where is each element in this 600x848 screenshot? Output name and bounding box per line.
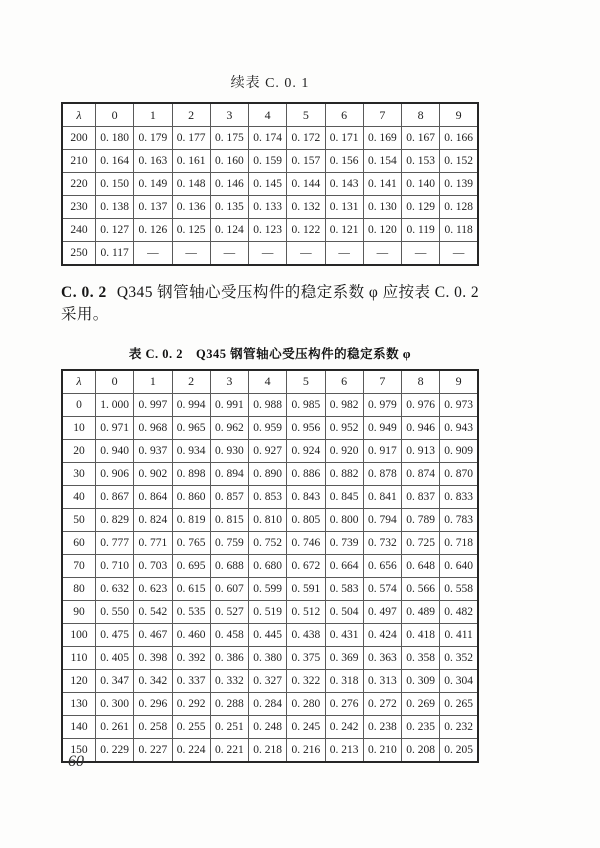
column-header-cell: 5 (287, 103, 325, 127)
value-cell: 0. 843 (287, 485, 325, 508)
value-cell: — (402, 242, 440, 266)
value-cell: 0. 968 (134, 416, 172, 439)
value-cell: 0. 177 (172, 127, 210, 150)
value-cell: 0. 380 (249, 646, 287, 669)
value-cell: 1. 000 (96, 393, 134, 416)
value-cell: 0. 800 (325, 508, 363, 531)
value-cell: 0. 640 (440, 554, 478, 577)
value-cell: 0. 725 (402, 531, 440, 554)
value-cell: 0. 337 (172, 669, 210, 692)
value-cell: 0. 648 (402, 554, 440, 577)
value-cell: 0. 857 (210, 485, 248, 508)
value-cell: 0. 118 (440, 219, 478, 242)
table-row (62, 646, 478, 669)
value-cell: 0. 583 (325, 577, 363, 600)
column-header-cell: 1 (134, 103, 172, 127)
value-cell: 0. 288 (210, 692, 248, 715)
value-cell: 0. 824 (134, 508, 172, 531)
value-cell: 0. 175 (210, 127, 248, 150)
value-cell: 0. 475 (96, 623, 134, 646)
table-header-row (62, 370, 478, 394)
value-cell: 0. 976 (402, 393, 440, 416)
value-cell: 0. 497 (363, 600, 401, 623)
row-header-cell: 90 (62, 600, 96, 623)
value-cell: 0. 664 (325, 554, 363, 577)
table-row (62, 531, 478, 554)
value-cell: 0. 332 (210, 669, 248, 692)
table-row (62, 416, 478, 439)
value-cell: 0. 438 (287, 623, 325, 646)
column-header-cell: 6 (325, 103, 363, 127)
value-cell: 0. 985 (287, 393, 325, 416)
value-cell: 0. 179 (134, 127, 172, 150)
value-cell: 0. 160 (210, 150, 248, 173)
page-content (61, 0, 479, 763)
row-header-cell: 230 (62, 196, 96, 219)
value-cell: 0. 965 (172, 416, 210, 439)
value-cell: 0. 322 (287, 669, 325, 692)
table-row (62, 242, 478, 266)
value-cell: 0. 238 (363, 715, 401, 738)
value-cell: 0. 123 (249, 219, 287, 242)
value-cell: 0. 235 (402, 715, 440, 738)
value-cell: 0. 131 (325, 196, 363, 219)
row-header-cell: 60 (62, 531, 96, 554)
column-header-cell: 4 (249, 370, 287, 394)
column-header-cell: 5 (287, 370, 325, 394)
value-cell: 0. 853 (249, 485, 287, 508)
value-cell: 0. 418 (402, 623, 440, 646)
value-cell: 0. 121 (325, 219, 363, 242)
value-cell: 0. 141 (363, 173, 401, 196)
row-header-cell: 150 (62, 738, 96, 762)
value-cell: 0. 805 (287, 508, 325, 531)
value-cell: 0. 218 (249, 738, 287, 762)
value-cell: 0. 405 (96, 646, 134, 669)
value-cell: 0. 937 (134, 439, 172, 462)
value-cell: 0. 777 (96, 531, 134, 554)
value-cell: 0. 591 (287, 577, 325, 600)
value-cell: 0. 358 (402, 646, 440, 669)
value-cell: — (210, 242, 248, 266)
value-cell: 0. 166 (440, 127, 478, 150)
value-cell: 0. 135 (210, 196, 248, 219)
value-cell: 0. 558 (440, 577, 478, 600)
value-cell: 0. 902 (134, 462, 172, 485)
value-cell: 0. 874 (402, 462, 440, 485)
value-cell: — (287, 242, 325, 266)
table-row (62, 692, 478, 715)
value-cell: 0. 535 (172, 600, 210, 623)
value-cell: 0. 833 (440, 485, 478, 508)
value-cell: 0. 710 (96, 554, 134, 577)
table-row (62, 554, 478, 577)
value-cell: 0. 153 (402, 150, 440, 173)
value-cell: 0. 994 (172, 393, 210, 416)
value-cell: 0. 819 (172, 508, 210, 531)
table-c02-caption: 表 C. 0. 2 Q345 钢管轴心受压构件的稳定系数 φ (128, 346, 412, 361)
value-cell: 0. 146 (210, 173, 248, 196)
value-cell: 0. 458 (210, 623, 248, 646)
value-cell: 0. 128 (440, 196, 478, 219)
lambda-header-cell: λ (62, 370, 96, 394)
value-cell: 0. 208 (402, 738, 440, 762)
value-cell: 0. 167 (402, 127, 440, 150)
value-cell: 0. 216 (287, 738, 325, 762)
value-cell: 0. 445 (249, 623, 287, 646)
value-cell: 0. 940 (96, 439, 134, 462)
value-cell: 0. 718 (440, 531, 478, 554)
value-cell: 0. 255 (172, 715, 210, 738)
table-row (62, 715, 478, 738)
row-header-cell: 240 (62, 219, 96, 242)
table-row (62, 150, 478, 173)
value-cell: 0. 125 (172, 219, 210, 242)
table-row (62, 577, 478, 600)
column-header-cell: 8 (402, 103, 440, 127)
column-header-cell: 8 (402, 370, 440, 394)
column-header-cell: 7 (363, 370, 401, 394)
value-cell: 0. 746 (287, 531, 325, 554)
row-header-cell: 200 (62, 127, 96, 150)
value-cell: 0. 943 (440, 416, 478, 439)
table-header-row (62, 103, 478, 127)
value-cell: 0. 284 (249, 692, 287, 715)
value-cell: 0. 265 (440, 692, 478, 715)
page-number: 60 (68, 753, 84, 770)
section-text: Q345 钢管轴心受压构件的稳定系数 φ 应按表 C. 0. 2 采用。 (61, 284, 480, 324)
value-cell: 0. 342 (134, 669, 172, 692)
value-cell: 0. 139 (440, 173, 478, 196)
row-header-cell: 120 (62, 669, 96, 692)
value-cell: 0. 789 (402, 508, 440, 531)
value-cell: 0. 979 (363, 393, 401, 416)
value-cell: 0. 318 (325, 669, 363, 692)
table-row (62, 393, 478, 416)
value-cell: 0. 997 (134, 393, 172, 416)
value-cell: 0. 574 (363, 577, 401, 600)
table-row (62, 196, 478, 219)
value-cell: 0. 867 (96, 485, 134, 508)
value-cell: 0. 815 (210, 508, 248, 531)
value-cell: 0. 242 (325, 715, 363, 738)
value-cell: 0. 392 (172, 646, 210, 669)
value-cell: 0. 261 (96, 715, 134, 738)
value-cell: 0. 860 (172, 485, 210, 508)
value-cell: 0. 841 (363, 485, 401, 508)
value-cell: 0. 752 (249, 531, 287, 554)
value-cell: 0. 882 (325, 462, 363, 485)
row-header-cell: 10 (62, 416, 96, 439)
value-cell: 0. 519 (249, 600, 287, 623)
value-cell: 0. 210 (363, 738, 401, 762)
value-cell: 0. 119 (402, 219, 440, 242)
value-cell: 0. 927 (249, 439, 287, 462)
value-cell: 0. 917 (363, 439, 401, 462)
value-cell: 0. 920 (325, 439, 363, 462)
value-cell: 0. 292 (172, 692, 210, 715)
table-row (62, 173, 478, 196)
value-cell: 0. 156 (325, 150, 363, 173)
row-header-cell: 210 (62, 150, 96, 173)
value-cell: 0. 566 (402, 577, 440, 600)
value-cell: 0. 906 (96, 462, 134, 485)
value-cell: 0. 623 (134, 577, 172, 600)
value-cell: — (134, 242, 172, 266)
column-header-cell: 0 (96, 370, 134, 394)
column-header-cell: 4 (249, 103, 287, 127)
value-cell: 0. 327 (249, 669, 287, 692)
column-header-cell: 1 (134, 370, 172, 394)
value-cell: 0. 930 (210, 439, 248, 462)
value-cell: 0. 375 (287, 646, 325, 669)
row-header-cell: 110 (62, 646, 96, 669)
row-header-cell: 40 (62, 485, 96, 508)
value-cell: 0. 124 (210, 219, 248, 242)
value-cell: 0. 174 (249, 127, 287, 150)
value-cell: 0. 205 (440, 738, 478, 762)
value-cell: 0. 732 (363, 531, 401, 554)
value-cell: 0. 347 (96, 669, 134, 692)
value-cell: 0. 145 (249, 173, 287, 196)
value-cell: 0. 431 (325, 623, 363, 646)
value-cell: 0. 845 (325, 485, 363, 508)
section-number: C. 0. 2 (61, 284, 107, 301)
value-cell: 0. 982 (325, 393, 363, 416)
column-header-cell: 2 (172, 370, 210, 394)
value-cell: 0. 794 (363, 508, 401, 531)
value-cell: 0. 363 (363, 646, 401, 669)
column-header-cell: 7 (363, 103, 401, 127)
value-cell: 0. 269 (402, 692, 440, 715)
value-cell: 0. 309 (402, 669, 440, 692)
column-header-cell: 9 (440, 103, 478, 127)
value-cell: 0. 771 (134, 531, 172, 554)
value-cell: 0. 962 (210, 416, 248, 439)
value-cell: 0. 424 (363, 623, 401, 646)
value-cell: 0. 137 (134, 196, 172, 219)
section-paragraph (61, 282, 479, 327)
value-cell: 0. 829 (96, 508, 134, 531)
value-cell: 0. 890 (249, 462, 287, 485)
value-cell: 0. 482 (440, 600, 478, 623)
value-cell: 0. 542 (134, 600, 172, 623)
row-header-cell: 80 (62, 577, 96, 600)
value-cell: 0. 157 (287, 150, 325, 173)
value-cell: 0. 171 (325, 127, 363, 150)
value-cell: 0. 159 (249, 150, 287, 173)
value-cell: 0. 971 (96, 416, 134, 439)
value-cell: 0. 132 (287, 196, 325, 219)
value-cell: 0. 913 (402, 439, 440, 462)
value-cell: 0. 599 (249, 577, 287, 600)
value-cell: 0. 258 (134, 715, 172, 738)
value-cell: 0. 149 (134, 173, 172, 196)
value-cell: — (249, 242, 287, 266)
table-row (62, 439, 478, 462)
value-cell: 0. 959 (249, 416, 287, 439)
value-cell: 0. 991 (210, 393, 248, 416)
value-cell: 0. 467 (134, 623, 172, 646)
value-cell: 0. 122 (287, 219, 325, 242)
value-cell: 0. 221 (210, 738, 248, 762)
row-header-cell: 100 (62, 623, 96, 646)
table-row (62, 485, 478, 508)
row-header-cell: 140 (62, 715, 96, 738)
value-cell: 0. 952 (325, 416, 363, 439)
value-cell: 0. 276 (325, 692, 363, 715)
value-cell: 0. 313 (363, 669, 401, 692)
value-cell: 0. 607 (210, 577, 248, 600)
column-header-cell: 0 (96, 103, 134, 127)
value-cell: 0. 352 (440, 646, 478, 669)
column-header-cell: 3 (210, 103, 248, 127)
value-cell: 0. 248 (249, 715, 287, 738)
value-cell: 0. 169 (363, 127, 401, 150)
value-cell: 0. 213 (325, 738, 363, 762)
value-cell: 0. 161 (172, 150, 210, 173)
value-cell: 0. 138 (96, 196, 134, 219)
table-row (62, 127, 478, 150)
value-cell: 0. 229 (96, 738, 134, 762)
value-cell: 0. 886 (287, 462, 325, 485)
value-cell: 0. 527 (210, 600, 248, 623)
continuation-table-title: 续表 C. 0. 1 (230, 76, 310, 91)
table-row (62, 462, 478, 485)
row-header-cell: 50 (62, 508, 96, 531)
value-cell: 0. 973 (440, 393, 478, 416)
value-cell: 0. 898 (172, 462, 210, 485)
value-cell: 0. 129 (402, 196, 440, 219)
value-cell: 0. 120 (363, 219, 401, 242)
value-cell: 0. 411 (440, 623, 478, 646)
row-header-cell: 30 (62, 462, 96, 485)
value-cell: 0. 504 (325, 600, 363, 623)
value-cell: 0. 460 (172, 623, 210, 646)
value-cell: 0. 398 (134, 646, 172, 669)
value-cell: 0. 680 (249, 554, 287, 577)
value-cell: 0. 870 (440, 462, 478, 485)
value-cell: 0. 232 (440, 715, 478, 738)
value-cell: 0. 152 (440, 150, 478, 173)
value-cell: 0. 144 (287, 173, 325, 196)
value-cell: 0. 909 (440, 439, 478, 462)
value-cell: 0. 251 (210, 715, 248, 738)
value-cell: 0. 703 (134, 554, 172, 577)
table-row (62, 219, 478, 242)
table-row (62, 669, 478, 692)
value-cell: 0. 656 (363, 554, 401, 577)
lambda-header-cell: λ (62, 103, 96, 127)
value-cell: 0. 988 (249, 393, 287, 416)
table-row (62, 600, 478, 623)
value-cell: 0. 140 (402, 173, 440, 196)
row-header-cell: 70 (62, 554, 96, 577)
value-cell: 0. 224 (172, 738, 210, 762)
value-cell: — (172, 242, 210, 266)
value-cell: 0. 550 (96, 600, 134, 623)
value-cell: 0. 837 (402, 485, 440, 508)
value-cell: 0. 810 (249, 508, 287, 531)
value-cell: 0. 117 (96, 242, 134, 266)
column-header-cell: 3 (210, 370, 248, 394)
value-cell: 0. 163 (134, 150, 172, 173)
table-row (62, 508, 478, 531)
value-cell: 0. 946 (402, 416, 440, 439)
value-cell: 0. 127 (96, 219, 134, 242)
column-header-cell: 2 (172, 103, 210, 127)
value-cell: 0. 280 (287, 692, 325, 715)
value-cell: 0. 512 (287, 600, 325, 623)
row-header-cell: 220 (62, 173, 96, 196)
value-cell: 0. 632 (96, 577, 134, 600)
value-cell: 0. 150 (96, 173, 134, 196)
value-cell: 0. 133 (249, 196, 287, 219)
value-cell: 0. 143 (325, 173, 363, 196)
value-cell: 0. 783 (440, 508, 478, 531)
value-cell: 0. 695 (172, 554, 210, 577)
value-cell: — (325, 242, 363, 266)
value-cell: 0. 949 (363, 416, 401, 439)
value-cell: 0. 934 (172, 439, 210, 462)
table-row (62, 738, 478, 762)
value-cell: 0. 878 (363, 462, 401, 485)
value-cell: 0. 172 (287, 127, 325, 150)
table-c02 (61, 369, 479, 763)
table-c01-continued (61, 102, 479, 266)
column-header-cell: 6 (325, 370, 363, 394)
value-cell: 0. 739 (325, 531, 363, 554)
value-cell: 0. 180 (96, 127, 134, 150)
value-cell: 0. 272 (363, 692, 401, 715)
value-cell: 0. 130 (363, 196, 401, 219)
value-cell: 0. 765 (172, 531, 210, 554)
value-cell: 0. 924 (287, 439, 325, 462)
column-header-cell: 9 (440, 370, 478, 394)
value-cell: 0. 154 (363, 150, 401, 173)
value-cell: 0. 164 (96, 150, 134, 173)
value-cell: 0. 126 (134, 219, 172, 242)
value-cell: 0. 386 (210, 646, 248, 669)
row-header-cell: 250 (62, 242, 96, 266)
value-cell: 0. 148 (172, 173, 210, 196)
value-cell: 0. 296 (134, 692, 172, 715)
value-cell: 0. 136 (172, 196, 210, 219)
value-cell: 0. 864 (134, 485, 172, 508)
value-cell: — (440, 242, 478, 266)
value-cell: 0. 489 (402, 600, 440, 623)
value-cell: 0. 300 (96, 692, 134, 715)
row-header-cell: 0 (62, 393, 96, 416)
value-cell: 0. 369 (325, 646, 363, 669)
value-cell: 0. 688 (210, 554, 248, 577)
table-row (62, 623, 478, 646)
value-cell: 0. 759 (210, 531, 248, 554)
value-cell: 0. 227 (134, 738, 172, 762)
value-cell: 0. 615 (172, 577, 210, 600)
value-cell: 0. 672 (287, 554, 325, 577)
row-header-cell: 130 (62, 692, 96, 715)
value-cell: 0. 245 (287, 715, 325, 738)
value-cell: 0. 956 (287, 416, 325, 439)
value-cell: 0. 304 (440, 669, 478, 692)
row-header-cell: 20 (62, 439, 96, 462)
value-cell: 0. 894 (210, 462, 248, 485)
value-cell: — (363, 242, 401, 266)
